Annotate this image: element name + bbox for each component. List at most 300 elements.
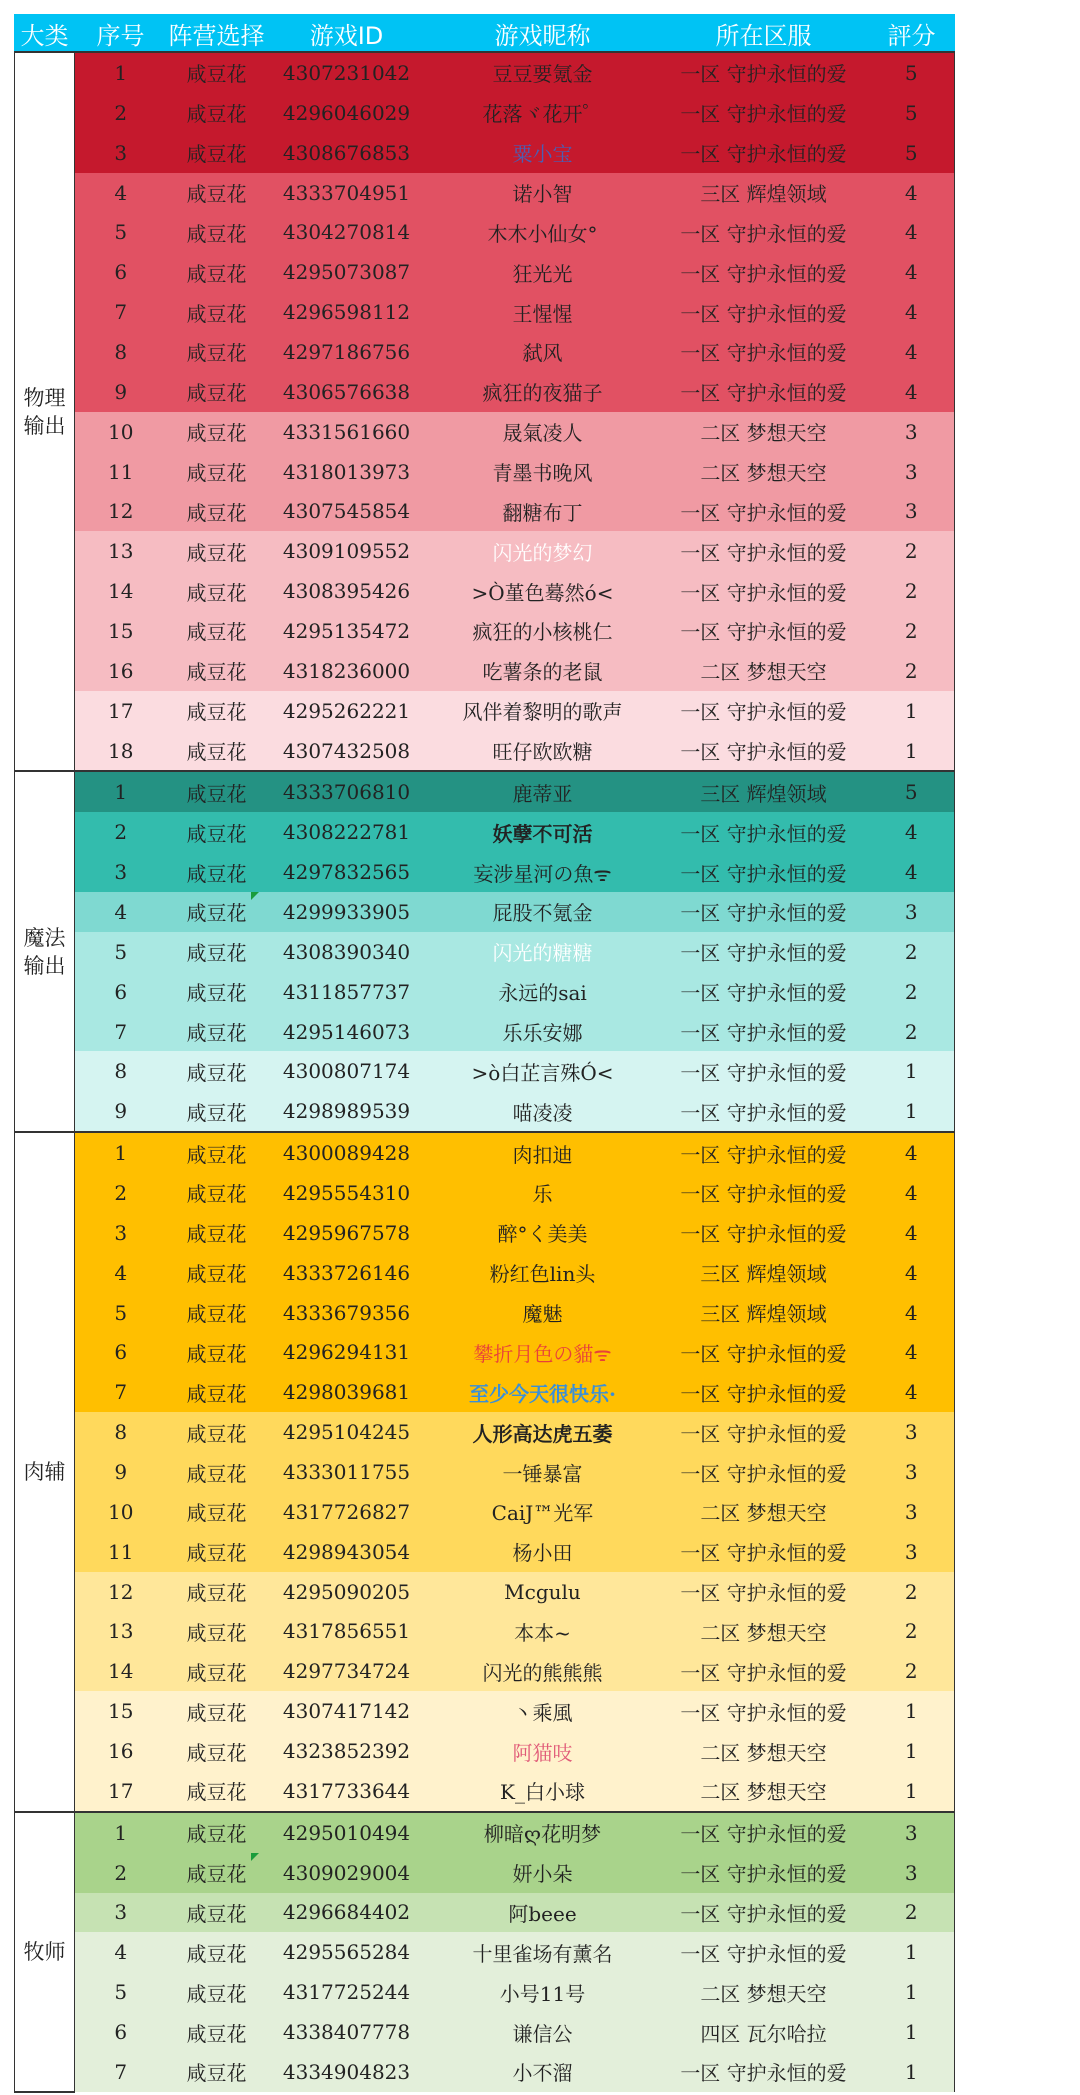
faction-cell: 咸豆花 [167, 1731, 267, 1771]
comment-marker-icon [251, 1853, 259, 1861]
nickname-text: 翻糖布丁 [502, 500, 583, 525]
table-row [15, 133, 955, 173]
score-cell: 4 [869, 252, 955, 292]
row-number: 10 [75, 1492, 167, 1532]
server-cell: 一区 守护永恒的爱 [659, 133, 869, 173]
nickname-text: 小不溜 [512, 2061, 573, 2086]
row-number: 6 [75, 972, 167, 1012]
nickname-cell [427, 1492, 659, 1532]
row-number: 4 [75, 1253, 167, 1293]
nickname-cell [427, 1293, 659, 1333]
game-id-cell: 4295135472 [267, 611, 427, 651]
score-cell: 2 [869, 932, 955, 972]
row-number: 7 [75, 292, 167, 332]
row-number: 13 [75, 531, 167, 571]
row-number: 3 [75, 1893, 167, 1933]
faction-cell: 咸豆花 [167, 93, 267, 133]
faction-cell: 咸豆花 [167, 1293, 267, 1333]
nickname-cell [427, 651, 659, 691]
row-number: 18 [75, 731, 167, 772]
server-cell: 三区 辉煌领域 [659, 771, 869, 812]
score-cell: 4 [869, 212, 955, 252]
server-cell: 一区 守护永恒的爱 [659, 1372, 869, 1412]
table-row [15, 1612, 955, 1652]
nickname-text: 至少今天很快乐· [469, 1381, 616, 1406]
server-cell: 一区 守护永恒的爱 [659, 1132, 869, 1173]
game-id-cell: 4317725244 [267, 1972, 427, 2012]
table-row [15, 1253, 955, 1293]
nickname-cell [427, 1372, 659, 1412]
table-row [15, 372, 955, 412]
game-id-cell: 4296598112 [267, 292, 427, 332]
score-cell: 2 [869, 1012, 955, 1052]
roster-body [15, 52, 955, 2092]
nickname-text: 喵凌凌 [512, 1100, 573, 1125]
nickname-cell [427, 252, 659, 292]
row-number: 12 [75, 491, 167, 531]
nickname-text: >ò白芷言殊Ó< [471, 1060, 614, 1085]
faction-cell: 咸豆花 [167, 1253, 267, 1293]
faction-cell: 咸豆花 [167, 1333, 267, 1373]
row-number: 4 [75, 173, 167, 213]
score-cell: 3 [869, 1812, 955, 1853]
score-cell: 2 [869, 1651, 955, 1691]
faction-cell: 咸豆花 [167, 1091, 267, 1132]
server-cell: 一区 守护永恒的爱 [659, 491, 869, 531]
server-cell: 三区 辉煌领域 [659, 1253, 869, 1293]
score-cell: 5 [869, 93, 955, 133]
row-number: 5 [75, 212, 167, 252]
row-number: 3 [75, 852, 167, 892]
faction-cell: 咸豆花 [167, 611, 267, 651]
table-row [15, 1771, 955, 1812]
nickname-text: 豆豆要氪金 [492, 62, 593, 87]
game-id-cell: 4307231042 [267, 52, 427, 93]
server-cell: 一区 守护永恒的爱 [659, 1051, 869, 1091]
nickname-cell [427, 2052, 659, 2092]
faction-cell: 咸豆花 [167, 1452, 267, 1492]
score-cell: 1 [869, 1691, 955, 1731]
header-number: 序号 [75, 15, 167, 53]
nickname-text: 狂光光 [512, 261, 573, 286]
nickname-cell [427, 93, 659, 133]
table-row [15, 812, 955, 852]
score-cell: 1 [869, 731, 955, 772]
score-cell: 1 [869, 1731, 955, 1771]
nickname-text: 旺仔欧欧糖 [492, 740, 593, 765]
table-row [15, 1012, 955, 1052]
game-id-cell: 4295090205 [267, 1572, 427, 1612]
score-cell: 2 [869, 611, 955, 651]
score-cell: 1 [869, 1771, 955, 1812]
nickname-cell [427, 852, 659, 892]
nickname-text: 木木小仙女° [487, 221, 598, 246]
server-cell: 一区 守护永恒的爱 [659, 1932, 869, 1972]
table-row [15, 1051, 955, 1091]
server-cell: 二区 梦想天空 [659, 1612, 869, 1652]
row-number: 3 [75, 133, 167, 173]
nickname-text: K_白小球 [500, 1780, 585, 1805]
table-row [15, 651, 955, 691]
nickname-cell [427, 1412, 659, 1452]
faction-cell: 咸豆花 [167, 332, 267, 372]
header-faction: 阵营选择 [167, 15, 267, 53]
table-row [15, 932, 955, 972]
row-number: 8 [75, 1051, 167, 1091]
game-id-cell: 4298989539 [267, 1091, 427, 1132]
game-id-cell: 4296684402 [267, 1893, 427, 1933]
row-number: 2 [75, 812, 167, 852]
nickname-text: 花落ヾ花开゜ [482, 102, 603, 127]
table-row [15, 1972, 955, 2012]
nickname-text: 永远的sai [498, 981, 587, 1006]
server-cell: 一区 守护永恒的爱 [659, 1452, 869, 1492]
game-id-cell: 4295554310 [267, 1173, 427, 1213]
table-row [15, 52, 955, 93]
game-id-cell: 4318013973 [267, 452, 427, 492]
table-row [15, 452, 955, 492]
faction-cell: 咸豆花 [167, 1051, 267, 1091]
score-cell: 4 [869, 332, 955, 372]
nickname-cell [427, 1452, 659, 1492]
nickname-text: 小号11号 [499, 1981, 586, 2006]
game-id-cell: 4333706810 [267, 771, 427, 812]
faction-cell: 咸豆花 [167, 571, 267, 611]
score-cell: 1 [869, 2052, 955, 2092]
nickname-cell [427, 212, 659, 252]
faction-cell: 咸豆花 [167, 412, 267, 452]
table-row [15, 93, 955, 133]
faction-cell: 咸豆花 [167, 2052, 267, 2092]
server-cell: 一区 守护永恒的爱 [659, 1853, 869, 1893]
server-cell: 一区 守护永恒的爱 [659, 292, 869, 332]
score-cell: 2 [869, 571, 955, 611]
faction-cell: 咸豆花 [167, 292, 267, 332]
table-row [15, 1532, 955, 1572]
nickname-cell [427, 1731, 659, 1771]
nickname-cell [427, 731, 659, 772]
nickname-text: 鹿蒂亚 [512, 781, 573, 806]
row-number: 6 [75, 252, 167, 292]
nickname-text: 疯狂的小核桃仁 [472, 620, 613, 645]
nickname-text: 弑风 [522, 341, 563, 366]
nickname-text: 乐乐安娜 [502, 1021, 583, 1046]
game-id-cell: 4300089428 [267, 1132, 427, 1173]
table-row [15, 1812, 955, 1853]
nickname-text: 肉扣迪 [512, 1142, 573, 1167]
server-cell: 一区 守护永恒的爱 [659, 212, 869, 252]
faction-cell: 咸豆花 [167, 1812, 267, 1853]
score-cell: 4 [869, 852, 955, 892]
table-row [15, 1293, 955, 1333]
nickname-text: 疯狂的夜猫子 [482, 381, 603, 406]
score-cell: 3 [869, 1412, 955, 1452]
header-server: 所在区服 [659, 15, 869, 53]
table-row [15, 1213, 955, 1253]
faction-cell: 咸豆花 [167, 932, 267, 972]
server-cell: 一区 守护永恒的爱 [659, 852, 869, 892]
game-id-cell: 4309029004 [267, 1853, 427, 1893]
server-cell: 一区 守护永恒的爱 [659, 812, 869, 852]
table-row [15, 1731, 955, 1771]
score-cell: 4 [869, 1333, 955, 1373]
score-cell: 4 [869, 372, 955, 412]
row-number: 9 [75, 1091, 167, 1132]
row-number: 7 [75, 2052, 167, 2092]
nickname-cell [427, 1612, 659, 1652]
table-row [15, 1492, 955, 1532]
nickname-cell [427, 1012, 659, 1052]
nickname-cell [427, 611, 659, 651]
faction-cell: 咸豆花 [167, 1492, 267, 1532]
row-number: 4 [75, 892, 167, 932]
nickname-cell [427, 332, 659, 372]
table-row [15, 173, 955, 213]
score-cell: 4 [869, 1253, 955, 1293]
game-id-cell: 4308395426 [267, 571, 427, 611]
game-id-cell: 4334904823 [267, 2052, 427, 2092]
score-cell: 3 [869, 892, 955, 932]
faction-cell: 咸豆花 [167, 52, 267, 93]
server-cell: 一区 守护永恒的爱 [659, 1572, 869, 1612]
row-number: 15 [75, 611, 167, 651]
faction-cell: 咸豆花 [167, 1972, 267, 2012]
row-number: 2 [75, 93, 167, 133]
server-cell: 一区 守护永恒的爱 [659, 1532, 869, 1572]
game-id-cell: 4307417142 [267, 1691, 427, 1731]
server-cell: 二区 梦想天空 [659, 651, 869, 691]
nickname-text: 柳暗ღ花明梦 [483, 1822, 602, 1847]
nickname-text: 吃薯条的老鼠 [482, 660, 603, 685]
faction-cell: 咸豆花 [167, 1012, 267, 1052]
faction-cell: 咸豆花 [167, 1893, 267, 1933]
table-row [15, 2012, 955, 2052]
faction-cell: 咸豆花 [167, 731, 267, 772]
server-cell: 二区 梦想天空 [659, 1972, 869, 2012]
nickname-cell [427, 771, 659, 812]
nickname-text: 诺小智 [512, 182, 573, 206]
game-id-cell: 4295262221 [267, 691, 427, 731]
nickname-cell [427, 52, 659, 93]
server-cell: 三区 辉煌领域 [659, 1293, 869, 1333]
table-row [15, 771, 955, 812]
game-id-cell: 4307545854 [267, 491, 427, 531]
header-score: 評分 [869, 15, 955, 53]
server-cell: 一区 守护永恒的爱 [659, 372, 869, 412]
row-number: 15 [75, 1691, 167, 1731]
score-cell: 2 [869, 531, 955, 571]
game-id-cell: 4311857737 [267, 972, 427, 1012]
nickname-cell [427, 412, 659, 452]
category-cell: 魔法 输出 [15, 771, 75, 1132]
nickname-text: 妄涉星河の魚ᯤ [473, 861, 612, 886]
table-row [15, 2052, 955, 2092]
score-cell: 2 [869, 1572, 955, 1612]
table-row [15, 571, 955, 611]
score-cell: 1 [869, 1091, 955, 1132]
faction-cell: 咸豆花 [167, 771, 267, 812]
nickname-text: 丶乘風 [512, 1700, 573, 1725]
category-cell: 牧师 [15, 1812, 75, 2092]
faction-cell: 咸豆花 [167, 1532, 267, 1572]
score-cell: 2 [869, 651, 955, 691]
nickname-cell [427, 1333, 659, 1373]
faction-cell: 咸豆花 [167, 1651, 267, 1691]
row-number: 16 [75, 1731, 167, 1771]
table-row [15, 1372, 955, 1412]
nickname-cell [427, 1213, 659, 1253]
server-cell: 一区 守护永恒的爱 [659, 1691, 869, 1731]
game-id-cell: 4296294131 [267, 1333, 427, 1373]
score-cell: 1 [869, 1051, 955, 1091]
row-number: 5 [75, 1972, 167, 2012]
row-number: 1 [75, 1132, 167, 1173]
faction-cell: 咸豆花 [167, 691, 267, 731]
faction-cell: 咸豆花 [167, 1853, 267, 1893]
faction-cell: 咸豆花 [167, 212, 267, 252]
nickname-text: 人形高达虎五萎 [472, 1421, 613, 1446]
faction-cell: 咸豆花 [167, 452, 267, 492]
server-cell: 一区 守护永恒的爱 [659, 571, 869, 611]
nickname-text: 杨小田 [512, 1541, 573, 1566]
nickname-text: 一锤暴富 [502, 1461, 583, 1486]
score-cell: 4 [869, 173, 955, 213]
score-cell: 3 [869, 491, 955, 531]
nickname-text: 十里雀场有薰名 [472, 1941, 613, 1966]
game-id-cell: 4297734724 [267, 1651, 427, 1691]
server-cell: 一区 守护永恒的爱 [659, 932, 869, 972]
nickname-cell [427, 812, 659, 852]
row-number: 5 [75, 932, 167, 972]
nickname-cell [427, 1771, 659, 1812]
nickname-text: 闪光的糖糖 [492, 941, 593, 966]
server-cell: 三区 辉煌领域 [659, 173, 869, 213]
row-number: 17 [75, 1771, 167, 1812]
game-id-cell: 4300807174 [267, 1051, 427, 1091]
row-number: 8 [75, 332, 167, 372]
nickname-cell [427, 892, 659, 932]
table-row [15, 491, 955, 531]
row-number: 1 [75, 771, 167, 812]
faction-cell: 咸豆花 [167, 1173, 267, 1213]
row-number: 7 [75, 1372, 167, 1412]
nickname-text: 魔魅 [522, 1302, 563, 1327]
table-row [15, 1333, 955, 1373]
score-cell: 1 [869, 1932, 955, 1972]
nickname-text: 青墨书晚风 [492, 461, 593, 486]
nickname-cell [427, 1173, 659, 1213]
game-id-cell: 4317726827 [267, 1492, 427, 1532]
nickname-cell [427, 452, 659, 492]
game-id-cell: 4317856551 [267, 1612, 427, 1652]
nickname-text: 王惺惺 [512, 301, 573, 326]
nickname-text: 妍小朵 [512, 1862, 573, 1887]
nickname-text: 粟小宝 [512, 142, 573, 167]
server-cell: 一区 守护永恒的爱 [659, 531, 869, 571]
faction-cell: 咸豆花 [167, 812, 267, 852]
game-id-cell: 4295967578 [267, 1213, 427, 1253]
server-cell: 一区 守护永恒的爱 [659, 1012, 869, 1052]
table-row [15, 531, 955, 571]
nickname-text: 阿猫吱 [512, 1740, 573, 1765]
header-nickname: 游戏昵称 [427, 15, 659, 53]
game-id-cell: 4298943054 [267, 1532, 427, 1572]
category-cell: 物理 输出 [15, 52, 75, 771]
game-id-cell: 4309109552 [267, 531, 427, 571]
score-cell: 2 [869, 972, 955, 1012]
server-cell: 一区 守护永恒的爱 [659, 252, 869, 292]
server-cell: 一区 守护永恒的爱 [659, 1812, 869, 1853]
game-id-cell: 4295104245 [267, 1412, 427, 1452]
faction-cell: 咸豆花 [167, 852, 267, 892]
game-id-cell: 4331561660 [267, 412, 427, 452]
game-id-cell: 4333704951 [267, 173, 427, 213]
game-id-cell: 4333726146 [267, 1253, 427, 1293]
nickname-cell [427, 292, 659, 332]
nickname-text: 晟氣凌人 [502, 421, 583, 446]
table-row [15, 212, 955, 252]
nickname-cell [427, 1532, 659, 1572]
table-row [15, 611, 955, 651]
nickname-cell [427, 1853, 659, 1893]
game-id-cell: 4318236000 [267, 651, 427, 691]
row-number: 13 [75, 1612, 167, 1652]
nickname-cell [427, 1051, 659, 1091]
nickname-text: >Ò堇色蓦然ó< [471, 580, 614, 605]
table-row [15, 691, 955, 731]
score-cell: 4 [869, 1173, 955, 1213]
nickname-text: 闪光的熊熊熊 [482, 1660, 603, 1685]
table-row [15, 892, 955, 932]
table-row [15, 1091, 955, 1132]
table-row [15, 1132, 955, 1173]
game-id-cell: 4297186756 [267, 332, 427, 372]
server-cell: 一区 守护永恒的爱 [659, 892, 869, 932]
table-row [15, 252, 955, 292]
table-row [15, 412, 955, 452]
nickname-text: 妖孽不可活 [492, 821, 593, 846]
server-cell: 一区 守护永恒的爱 [659, 1213, 869, 1253]
score-cell: 3 [869, 1492, 955, 1532]
row-number: 16 [75, 651, 167, 691]
table-row [15, 1412, 955, 1452]
game-id-cell: 4295146073 [267, 1012, 427, 1052]
table-row [15, 1691, 955, 1731]
header-game-id: 游戏ID [267, 15, 427, 53]
header-category: 大类 [15, 15, 75, 53]
score-cell: 5 [869, 771, 955, 812]
nickname-text: 粉红色lin头 [489, 1262, 596, 1287]
table-row [15, 1651, 955, 1691]
nickname-text: 攀折月色の貓ᯤ [473, 1341, 612, 1366]
row-number: 1 [75, 52, 167, 93]
table-row [15, 1452, 955, 1492]
score-cell: 1 [869, 2012, 955, 2052]
faction-cell: 咸豆花 [167, 1412, 267, 1452]
row-number: 5 [75, 1293, 167, 1333]
nickname-cell [427, 1972, 659, 2012]
server-cell: 一区 守护永恒的爱 [659, 1893, 869, 1933]
score-cell: 1 [869, 1972, 955, 2012]
server-cell: 二区 梦想天空 [659, 412, 869, 452]
game-id-cell: 4298039681 [267, 1372, 427, 1412]
score-cell: 5 [869, 133, 955, 173]
nickname-cell [427, 372, 659, 412]
nickname-cell [427, 2012, 659, 2052]
header-row [15, 15, 955, 53]
faction-cell: 咸豆花 [167, 1932, 267, 1972]
game-id-cell: 4295010494 [267, 1812, 427, 1853]
